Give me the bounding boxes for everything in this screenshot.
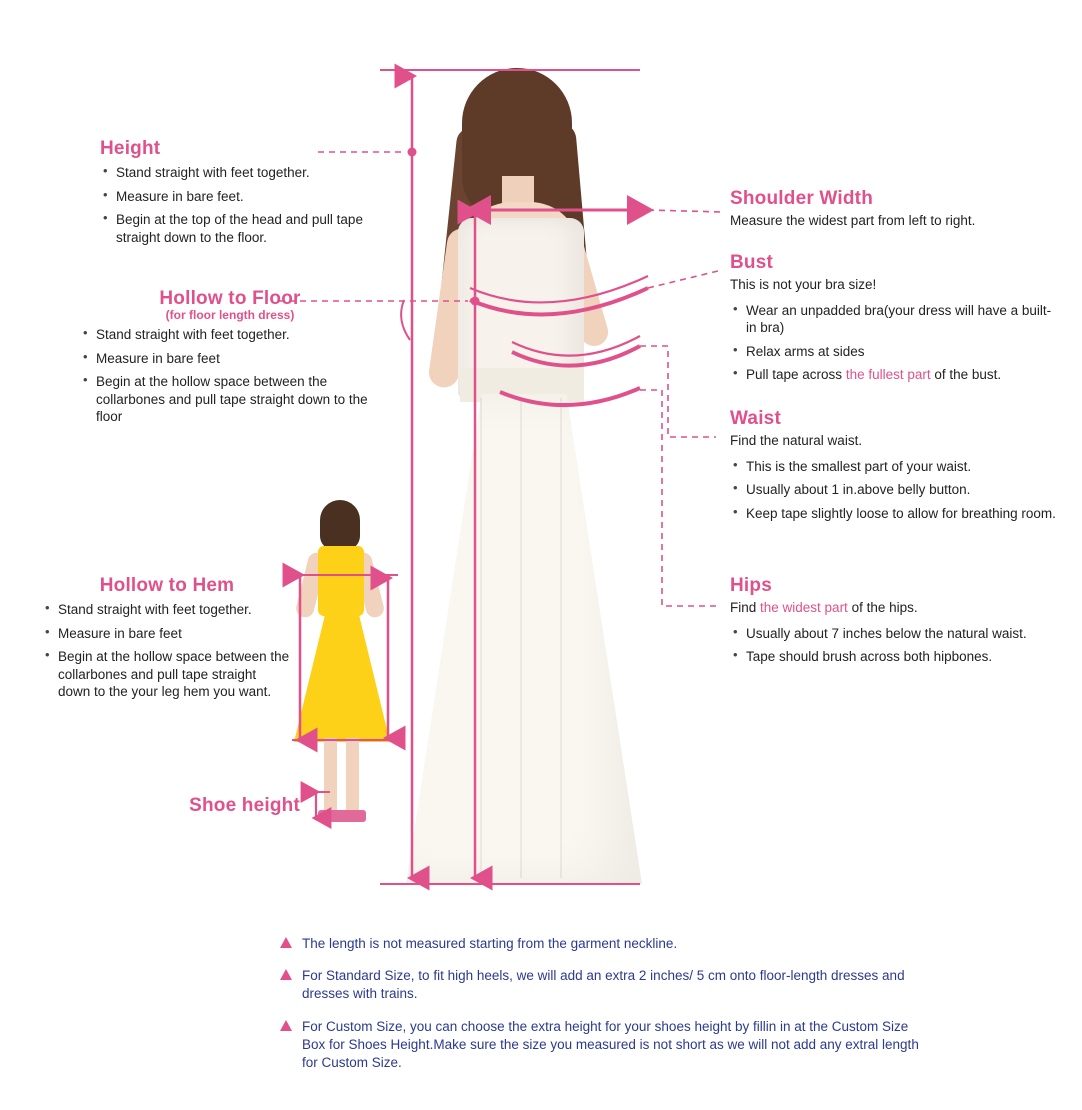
list-item: • Wear an unpadded bra(your dress will have a built-in bra)	[730, 302, 1060, 337]
yellow-skirt-icon	[294, 612, 390, 742]
list-item: • Usually about 7 inches below the natural waist.	[730, 625, 1060, 643]
bride-model-illustration	[390, 68, 670, 888]
list-item: • Stand straight with feet together.	[100, 164, 380, 182]
note-item	[280, 935, 920, 953]
section-hollow-to-floor-subheading: (for floor length dress)	[165, 308, 295, 322]
section-hollow-to-hem-heading: Hollow to Hem	[99, 575, 235, 596]
short-dress-model-illustration	[290, 500, 410, 830]
warning-triangle-icon	[280, 937, 292, 948]
section-waist-heading: Waist	[730, 408, 781, 429]
section-shoe-height	[160, 795, 300, 817]
section-hollow-to-hem	[42, 575, 292, 707]
skirt-icon	[406, 394, 642, 884]
list-item: • Measure in bare feet	[80, 350, 380, 368]
section-hollow-to-floor-list	[80, 326, 380, 426]
section-hollow-to-floor-heading: Hollow to Floor	[159, 288, 301, 309]
note-text: The length is not measured starting from the garment neckline.	[302, 936, 678, 951]
section-hips-heading: Hips	[730, 575, 772, 596]
section-shoulder-width-heading: Shoulder Width	[730, 188, 873, 209]
section-hollow-to-floor	[80, 288, 380, 432]
list-item: • Stand straight with feet together.	[80, 326, 380, 344]
section-hollow-to-hem-list	[42, 601, 292, 701]
list-item: • Measure in bare feet	[42, 625, 292, 643]
footnotes	[280, 935, 920, 1086]
warning-triangle-icon	[280, 1020, 292, 1031]
section-waist-lead: Find the natural waist.	[730, 433, 863, 448]
left-leg-icon	[324, 738, 337, 816]
section-height-list	[100, 164, 380, 246]
list-item: • This is the smallest part of your waist.	[730, 458, 1060, 476]
list-item: • Begin at the hollow space between the collarbones and pull tape straight down to the your leg hem you want.	[42, 648, 292, 701]
bust-emphasis: the fullest part	[845, 367, 931, 383]
hips-emphasis: the widest part	[760, 600, 848, 615]
note-text: For Standard Size, to fit high heels, we will add an extra 2 inches/ 5 cm onto floor-length dresses and dresses with trains.	[302, 968, 905, 1002]
note-item	[280, 1018, 920, 1073]
list-item: • Measure in bare feet.	[100, 188, 380, 206]
list-item: • Stand straight with feet together.	[42, 601, 292, 619]
list-item: • Keep tape slightly loose to allow for breathing room.	[730, 505, 1060, 523]
list-item: • Relax arms at sides	[730, 343, 1060, 361]
note-text: For Custom Size, you can choose the extra height for your shoes height by fillin in at the Custom Size Box for Shoes Height.Make sure the size you measured is not short as we will not add any extral length for Custom Size.	[302, 1018, 919, 1071]
section-bust-lead: This is not your bra size!	[730, 277, 877, 292]
section-shoe-height-heading: Shoe height	[189, 795, 300, 816]
right-leg-icon	[346, 738, 359, 816]
section-bust	[730, 252, 1060, 390]
section-shoulder-width-text: Measure the widest part from left to right.	[730, 213, 976, 228]
list-item: • Usually about 1 in.above belly button.	[730, 481, 1060, 499]
hair-small-icon	[320, 500, 360, 550]
section-height	[100, 138, 380, 252]
section-height-heading: Height	[100, 138, 161, 159]
section-waist	[730, 408, 1060, 528]
warning-triangle-icon	[280, 969, 292, 980]
section-bust-list	[730, 302, 1060, 384]
list-item: • Begin at the hollow space between the collarbones and pull tape straight down to the floor	[80, 373, 380, 426]
torso-small-icon	[318, 546, 364, 616]
note-item	[280, 967, 920, 1003]
list-item: • Tape should brush across both hipbones.	[730, 648, 1060, 666]
list-item: • Pull tape across the fullest part of the bust.	[730, 366, 1060, 384]
section-hips	[730, 575, 1060, 672]
section-waist-list	[730, 458, 1060, 523]
shoe-icon	[318, 810, 366, 822]
section-hips-list	[730, 625, 1060, 666]
list-item: • Begin at the top of the head and pull tape straight down to the floor.	[100, 211, 380, 246]
section-shoulder-width	[730, 188, 1060, 230]
section-bust-heading: Bust	[730, 252, 774, 273]
section-hips-lead: Find the widest part of the hips.	[730, 600, 918, 615]
